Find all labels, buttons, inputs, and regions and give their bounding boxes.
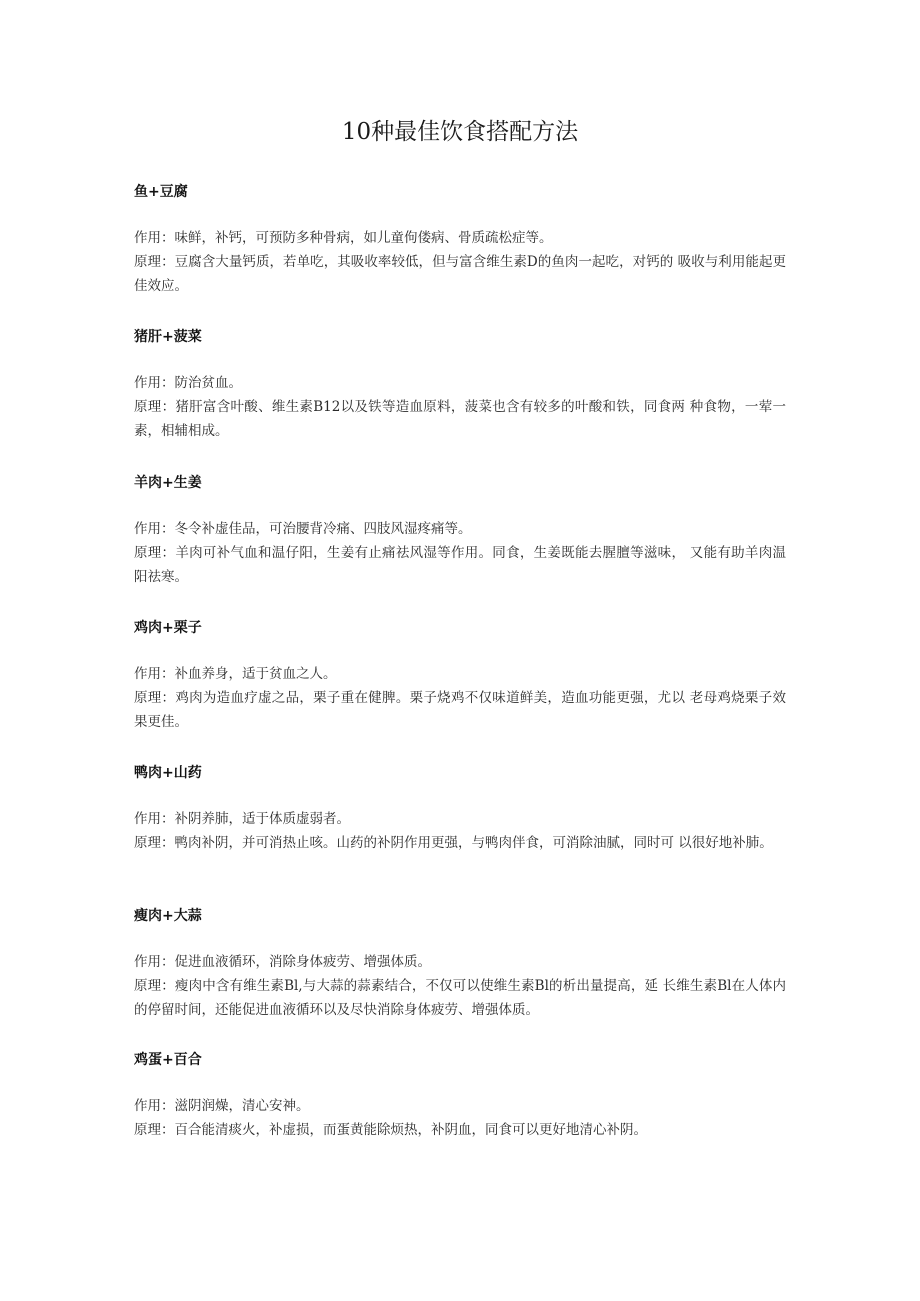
section-body — [134, 226, 786, 298]
section-heading: 鸭肉+山药 — [134, 765, 202, 781]
section-heading: 瘦肉+大蒜 — [134, 908, 202, 924]
section-body — [134, 517, 786, 589]
section-body — [134, 807, 786, 855]
principle-text: 原理：瘦肉中含有维生素Bl,与大蒜的蒜素结合，不仅可以使维生素Bl的析出量提高，延 长维生素Bl在人体内的停留时间，还能促进血液循环以及尽快消除身体疲劳、增强体质。 — [134, 978, 786, 1018]
effect-text: 作用：冬令补虚佳品，可治腰背冷痛、四肢风湿疼痛等。 — [134, 521, 472, 537]
section-fish-tofu — [134, 182, 786, 298]
document-title: 10种最佳饮食搭配方法 — [341, 119, 579, 145]
principle-text: 原理：羊肉可补气血和温仔阳，生姜有止痛祛风湿等作用。同食，生姜既能去腥膻等滋味， 又能有助羊肉温阳祛寒。 — [134, 545, 786, 585]
section-duck-yam — [134, 763, 786, 855]
principle-text: 原理：鸡肉为造血疗虚之品，栗子重在健脾。栗子烧鸡不仅味道鲜美，造血功能更强，尤以 老母鸡烧栗子效果更佳。 — [134, 690, 786, 730]
principle-text: 原理：百合能清痰火，补虚损，而蛋黄能除烦热，补阴血，同食可以更好地清心补阴。 — [134, 1122, 647, 1138]
section-heading: 羊肉+生姜 — [134, 475, 202, 491]
section-heading: 猪肝+菠菜 — [134, 329, 202, 345]
principle-text: 原理：豆腐含大量钙质，若单吃，其吸收率较低，但与富含维生素D的鱼肉一起吃，对钙的 吸收与利用能起更佳效应。 — [134, 254, 786, 294]
effect-text: 作用：味鲜，补钙，可预防多种骨病，如儿童佝偻病、骨质疏松症等。 — [134, 230, 553, 246]
principle-text: 原理：猪肝富含叶酸、维生素B12以及铁等造血原料，菠菜也含有较多的叶酸和铁，同食两 种食物，一荤一素，相辅相成。 — [134, 399, 786, 439]
principle-text: 原理：鸭肉补阴，并可消热止咳。山药的补阴作用更强，与鸭肉伴食，可消除油腻，同时可 以很好地补肺。 — [134, 835, 773, 851]
section-egg-lily — [134, 1050, 786, 1142]
section-body — [134, 371, 786, 443]
effect-text: 作用：补阴养肺，适于体质虚弱者。 — [134, 811, 350, 827]
effect-text: 作用：滋阴润燥，清心安神。 — [134, 1098, 310, 1114]
section-chicken-chestnut — [134, 618, 786, 734]
section-lean-meat-garlic — [134, 906, 786, 1022]
section-heading: 鱼+豆腐 — [134, 184, 188, 200]
section-body — [134, 662, 786, 734]
section-mutton-ginger — [134, 473, 786, 589]
effect-text: 作用：促进血液循环，消除身体疲劳、增强体质。 — [134, 954, 431, 970]
section-body — [134, 1094, 786, 1142]
section-heading: 鸡肉+栗子 — [134, 620, 202, 636]
section-pork-liver-spinach — [134, 327, 786, 443]
effect-text: 作用：补血养身，适于贫血之人。 — [134, 666, 337, 682]
effect-text: 作用：防治贫血。 — [134, 375, 242, 391]
section-body — [134, 950, 786, 1022]
section-heading: 鸡蛋+百合 — [134, 1052, 202, 1068]
